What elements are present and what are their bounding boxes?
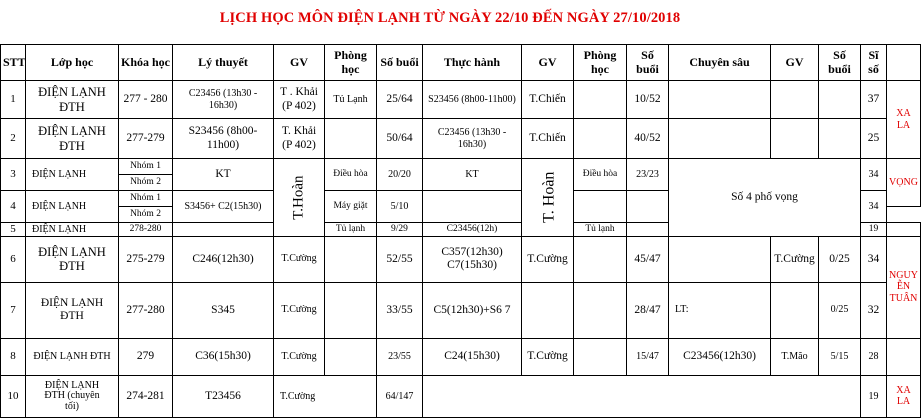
cell-khoa: 277 - 280: [119, 81, 173, 119]
cell-phong: [574, 375, 627, 417]
cell-siso: 19: [861, 375, 887, 417]
cell-lop: ĐIỆN LẠNH ĐTH: [26, 81, 119, 119]
cell-gv: T.Mão: [771, 338, 819, 375]
cell-chuyensau: [669, 81, 771, 119]
cell-stt: 10: [1, 375, 26, 417]
cell-sobuoi: [819, 81, 861, 119]
cell-lop: ĐIỆN LẠNH ĐTH: [26, 338, 119, 375]
cell-lythuyet: C246(12h30): [173, 236, 274, 282]
cell-nhom: Nhóm 1: [119, 191, 173, 207]
cell-stt: 6: [1, 236, 26, 282]
cell-siso: 34: [861, 236, 887, 282]
cell-stt: 3: [1, 159, 26, 191]
header-lythuyet: Lý thuyết: [173, 45, 274, 81]
cell-siso: 28: [861, 338, 887, 375]
cell-chuyensau: LT:: [669, 282, 771, 338]
cell-sobuoi: [819, 119, 861, 159]
cell-location: [887, 223, 921, 237]
cell-location: XA LA: [887, 81, 921, 159]
cell-thuchanh: C357(12h30) C7(15h30): [423, 236, 522, 282]
cell-lop: ĐIỆN LẠNH: [26, 191, 119, 223]
header-sobuoi: Số buổi: [819, 45, 861, 81]
lop-line: tối): [65, 400, 79, 412]
cell-gv: [522, 375, 574, 417]
cell-sobuoi: 28/47: [627, 282, 669, 338]
cell-thuchanh: C24(15h30): [423, 338, 522, 375]
cell-phong: Máy giặt: [325, 191, 377, 223]
cell-location: [887, 338, 921, 375]
cell-siso: 32: [861, 282, 887, 338]
cell-chuyensau: C23456(12h30): [669, 338, 771, 375]
cell-chuyensau: [669, 236, 771, 282]
cell-phong: [574, 81, 627, 119]
cell-phong: Điều hòa: [574, 159, 627, 191]
cell-phong: [574, 236, 627, 282]
cell-sobuoi: 0/25: [819, 236, 861, 282]
header-khoa: Khóa học: [119, 45, 173, 81]
cell-nhom: Nhóm 1: [119, 159, 173, 175]
cell-stt: 5: [1, 223, 26, 237]
cell-siso: 19: [861, 223, 887, 237]
cell-lop: [26, 375, 119, 417]
cell-sobuoi: 52/55: [377, 236, 423, 282]
header-gv: GV: [522, 45, 574, 81]
cell-sobuoi: 50/64: [377, 119, 423, 159]
cell-siso: 34: [861, 159, 887, 191]
cell-chuyensau-merged: [669, 159, 861, 237]
cell-sobuoi: 23/55: [377, 338, 423, 375]
cell-khoa: 278-280: [119, 223, 173, 237]
cell-location: XA LA: [887, 375, 921, 417]
header-thuchanh: Thực hành: [423, 45, 522, 81]
cell-phong: [574, 338, 627, 375]
header-gv: GV: [771, 45, 819, 81]
cell-lythuyet: S345: [173, 282, 274, 338]
cell-gv: [522, 282, 574, 338]
cell-gv: T.Cường: [522, 338, 574, 375]
cell-gv-merged: [274, 159, 325, 237]
cell-lythuyet: T23456: [173, 375, 274, 417]
cell-gv: [771, 119, 819, 159]
table-row: [1, 236, 921, 282]
header-gv: GV: [274, 45, 325, 81]
chuyensau-text: Số 4 phố vọng: [731, 190, 798, 203]
cell-stt: 4: [1, 191, 26, 223]
header-sobuoi: Số buổi: [627, 45, 669, 81]
cell-thuchanh: [423, 191, 522, 223]
cell-gv: T.Cường: [274, 282, 325, 338]
lop-line: ĐTH (chuyên: [44, 390, 100, 402]
cell-khoa: 279: [119, 338, 173, 375]
cell-phong: [574, 282, 627, 338]
cell-lythuyet: C36(15h30): [173, 338, 274, 375]
cell-siso: 37: [861, 81, 887, 119]
cell-lythuyet: S23456 (8h00-11h00): [173, 119, 274, 159]
cell-phong: Tủ lạnh: [325, 223, 377, 237]
table-row: [1, 338, 921, 375]
cell-sobuoi: 64/147: [377, 375, 423, 417]
cell-stt: 8: [1, 338, 26, 375]
cell-chuyensau: [669, 375, 771, 417]
table-row: [1, 282, 921, 338]
table-row: [1, 119, 921, 159]
cell-gv: T . Khải (P 402): [274, 81, 325, 119]
cell-gv: T.Cường: [274, 236, 325, 282]
header-phong: Phòng học: [325, 45, 377, 81]
cell-gv: [771, 81, 819, 119]
cell-thuchanh: C23456 (13h30 - 16h30): [423, 119, 522, 159]
cell-lythuyet: S3456+ C2(15h30): [173, 191, 274, 223]
cell-sobuoi: 10/52: [627, 81, 669, 119]
cell-thuchanh: S23456 (8h00-11h00): [423, 81, 522, 119]
cell-gv: T.Chiến: [522, 119, 574, 159]
cell-sobuoi: 15/47: [627, 338, 669, 375]
cell-sobuoi: 25/64: [377, 81, 423, 119]
cell-thuchanh: [423, 375, 522, 417]
cell-sobuoi: 20/20: [377, 159, 423, 191]
cell-phong: [325, 119, 377, 159]
header-chuyensau: Chuyên sâu: [669, 45, 771, 81]
schedule-table: [0, 44, 921, 418]
cell-lop: ĐIỆN LẠNH ĐTH: [26, 236, 119, 282]
cell-thuchanh: C23456(12h): [423, 223, 522, 237]
cell-phong: [325, 282, 377, 338]
table-row: [1, 159, 921, 175]
cell-lop: ĐIỆN LẠNH ĐTH: [26, 282, 119, 338]
header-stt: STT: [1, 45, 26, 81]
table-row: [1, 375, 921, 417]
cell-location: VỌNG: [887, 159, 921, 207]
header-siso: Sĩ số: [861, 45, 887, 81]
cell-lop: ĐIỆN LẠNH: [26, 223, 119, 237]
cell-sobuoi: 33/55: [377, 282, 423, 338]
gv-hoan-vertical: T.Hoàn: [290, 175, 307, 220]
gv-hoan-vertical: T. Hoàn: [540, 171, 558, 223]
cell-khoa: 277-279: [119, 119, 173, 159]
cell-siso: 25: [861, 119, 887, 159]
cell-lop: ĐIỆN LẠNH ĐTH: [26, 119, 119, 159]
header-lop: Lớp học: [26, 45, 119, 81]
cell-sobuoi: [627, 191, 669, 223]
cell-khoa: 275-279: [119, 236, 173, 282]
cell-sobuoi: 5/10: [377, 191, 423, 223]
cell-phong: Tủ Lạnh: [325, 81, 377, 119]
cell-gv: T.Cường: [771, 236, 819, 282]
cell-gv: [771, 282, 819, 338]
cell-khoa: 274-281: [119, 375, 173, 417]
table-row: [1, 81, 921, 119]
cell-sobuoi: 45/47: [627, 236, 669, 282]
cell-gv: T. Khải (P 402): [274, 119, 325, 159]
cell-gv-merged: [522, 159, 574, 237]
cell-gv: T.Cường: [274, 375, 377, 417]
cell-siso: 34: [861, 191, 887, 223]
cell-stt: 2: [1, 119, 26, 159]
cell-chuyensau: [669, 119, 771, 159]
cell-sobuoi: 5/15: [819, 338, 861, 375]
header-sobuoi: Số buổi: [377, 45, 423, 81]
cell-khoa: 277-280: [119, 282, 173, 338]
cell-lythuyet: KT: [173, 159, 274, 191]
header-location: [887, 45, 921, 81]
cell-sobuoi: 0/25: [819, 282, 861, 338]
cell-stt: 7: [1, 282, 26, 338]
lop-line: ĐIỆN LẠNH: [44, 379, 100, 391]
cell-nhom: Nhóm 2: [119, 175, 173, 191]
cell-stt: 1: [1, 81, 26, 119]
header-row: [1, 45, 921, 81]
cell-gv: T.Chiến: [522, 81, 574, 119]
cell-phong: [574, 119, 627, 159]
cell-location: NGUY ỄN TUÂN: [887, 236, 921, 338]
cell-sobuoi: [819, 375, 861, 417]
cell-thuchanh: C5(12h30)+S6 7: [423, 282, 522, 338]
cell-lythuyet: [173, 223, 274, 237]
cell-lythuyet: C23456 (13h30 - 16h30): [173, 81, 274, 119]
cell-phong: Điều hòa: [325, 159, 377, 191]
cell-phong: [325, 338, 377, 375]
cell-sobuoi: [627, 375, 669, 417]
cell-lop: ĐIỆN LẠNH: [26, 159, 119, 191]
header-phong: Phòng học: [574, 45, 627, 81]
cell-nhom: Nhóm 2: [119, 207, 173, 223]
cell-thuchanh: KT: [423, 159, 522, 191]
cell-sobuoi: [627, 223, 669, 237]
cell-phong: Tủ lạnh: [574, 223, 627, 237]
cell-phong: [325, 236, 377, 282]
cell-gv: [771, 375, 819, 417]
cell-phong: [574, 191, 627, 223]
cell-sobuoi: 23/23: [627, 159, 669, 191]
cell-sobuoi: 9/29: [377, 223, 423, 237]
cell-gv: T.Cường: [274, 338, 325, 375]
page-title: LỊCH HỌC MÔN ĐIỆN LẠNH TỪ NGÀY 22/10 ĐẾN NGÀY 27/10/2018: [219, 10, 681, 26]
cell-sobuoi: 40/52: [627, 119, 669, 159]
cell-gv: T.Cường: [522, 236, 574, 282]
